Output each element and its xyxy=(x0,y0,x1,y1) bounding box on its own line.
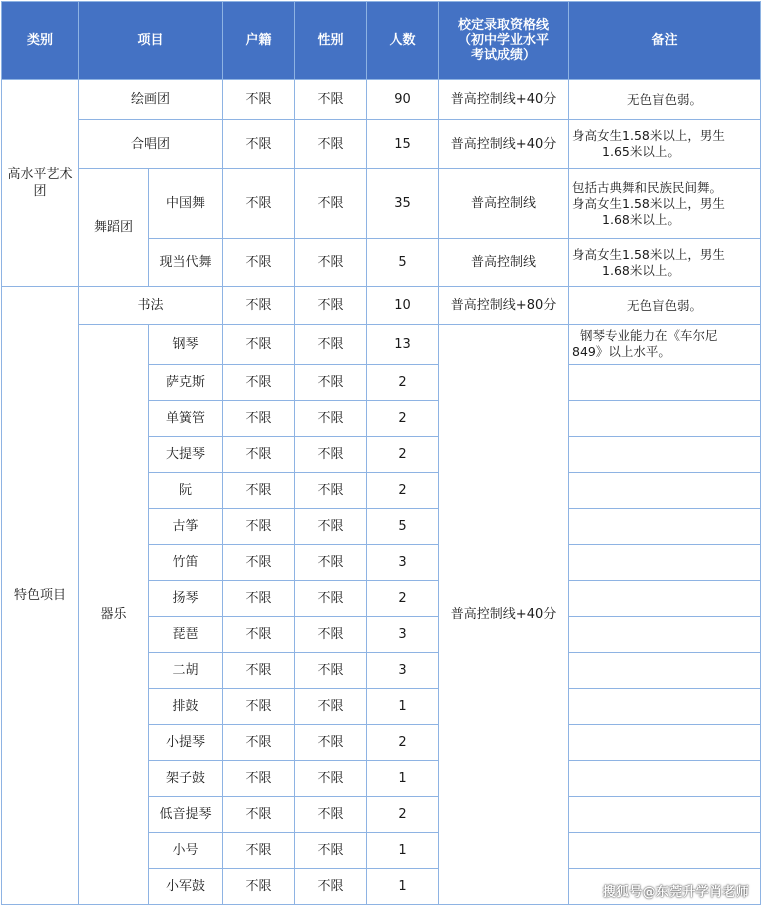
gender-cell: 不限 xyxy=(295,653,367,689)
gender-cell: 不限 xyxy=(295,761,367,797)
note-cell-empty xyxy=(569,689,761,725)
note-line: 身高女生1.58米以上，男生 xyxy=(572,195,725,211)
hukou-cell: 不限 xyxy=(223,287,295,325)
header-score-line-2: （初中学业水平 xyxy=(458,33,550,48)
gender-cell: 不限 xyxy=(295,401,367,437)
hukou-cell: 不限 xyxy=(223,473,295,509)
note-cell-empty xyxy=(569,509,761,545)
item-name: 钢琴 xyxy=(149,325,223,365)
note-line: 1.65米以上。 xyxy=(602,144,680,159)
table-row-painting xyxy=(2,80,761,120)
header-count: 人数 xyxy=(367,2,439,80)
note-line: 身高女生1.58米以上，男生 xyxy=(572,128,725,143)
item-name: 现当代舞 xyxy=(149,239,223,287)
hukou-cell: 不限 xyxy=(223,509,295,545)
count-cell: 2 xyxy=(367,581,439,617)
note-line: 身高女生1.58米以上，男生 xyxy=(572,246,725,262)
item-name: 合唱团 xyxy=(79,120,223,169)
gender-cell: 不限 xyxy=(295,120,367,169)
hukou-cell: 不限 xyxy=(223,437,295,473)
count-cell: 1 xyxy=(367,689,439,725)
note-cell: 无色盲色弱。 xyxy=(569,80,761,120)
count-cell: 5 xyxy=(367,239,439,287)
note-cell-empty xyxy=(569,401,761,437)
count-cell: 10 xyxy=(367,287,439,325)
hukou-cell: 不限 xyxy=(223,80,295,120)
count-cell: 3 xyxy=(367,653,439,689)
header-category: 类别 xyxy=(2,2,79,80)
note-cell xyxy=(569,120,761,169)
note-cell-empty xyxy=(569,833,761,869)
gender-cell: 不限 xyxy=(295,581,367,617)
header-score-line xyxy=(439,2,569,80)
header-row xyxy=(2,2,761,80)
count-cell: 3 xyxy=(367,545,439,581)
admission-table xyxy=(1,1,761,905)
count-cell: 1 xyxy=(367,761,439,797)
hukou-cell: 不限 xyxy=(223,120,295,169)
note-cell-empty xyxy=(569,797,761,833)
item-dance-troupe: 舞蹈团 xyxy=(79,169,149,287)
header-score-line-1: 校定录取资格线 xyxy=(458,18,550,33)
score-line-cell: 普高控制线 xyxy=(439,239,569,287)
item-name: 绘画团 xyxy=(79,80,223,120)
note-cell-empty xyxy=(569,581,761,617)
count-cell: 90 xyxy=(367,80,439,120)
hukou-cell: 不限 xyxy=(223,545,295,581)
score-line-cell: 普高控制线 xyxy=(439,169,569,239)
count-cell: 2 xyxy=(367,401,439,437)
note-cell-empty xyxy=(569,617,761,653)
gender-cell: 不限 xyxy=(295,169,367,239)
item-name: 中国舞 xyxy=(149,169,223,239)
header-notes: 备注 xyxy=(569,2,761,80)
note-cell: 无色盲色弱。 xyxy=(569,287,761,325)
category-art: 高水平艺术团 xyxy=(2,80,79,287)
count-cell: 1 xyxy=(367,869,439,905)
header-hukou: 户籍 xyxy=(223,2,295,80)
item-name: 阮 xyxy=(149,473,223,509)
item-name: 琵琶 xyxy=(149,617,223,653)
note-cell-empty xyxy=(569,473,761,509)
note-cell-empty xyxy=(569,653,761,689)
table-row-calligraphy xyxy=(2,287,761,325)
hukou-cell: 不限 xyxy=(223,761,295,797)
item-name: 萨克斯 xyxy=(149,365,223,401)
item-name: 小提琴 xyxy=(149,725,223,761)
gender-cell: 不限 xyxy=(295,869,367,905)
gender-cell: 不限 xyxy=(295,797,367,833)
count-cell: 2 xyxy=(367,725,439,761)
gender-cell: 不限 xyxy=(295,80,367,120)
item-name: 竹笛 xyxy=(149,545,223,581)
item-name: 古筝 xyxy=(149,509,223,545)
item-name: 低音提琴 xyxy=(149,797,223,833)
item-name: 架子鼓 xyxy=(149,761,223,797)
hukou-cell: 不限 xyxy=(223,365,295,401)
hukou-cell: 不限 xyxy=(223,725,295,761)
item-instrument-group: 器乐 xyxy=(79,325,149,905)
gender-cell: 不限 xyxy=(295,437,367,473)
note-cell-empty xyxy=(569,725,761,761)
gender-cell: 不限 xyxy=(295,365,367,401)
item-name: 书法 xyxy=(79,287,223,325)
note-line: 钢琴专业能力在《车尔尼 xyxy=(580,328,718,343)
count-cell: 2 xyxy=(367,365,439,401)
count-cell: 35 xyxy=(367,169,439,239)
count-cell: 13 xyxy=(367,325,439,365)
item-name: 小军鼓 xyxy=(149,869,223,905)
hukou-cell: 不限 xyxy=(223,581,295,617)
gender-cell: 不限 xyxy=(295,287,367,325)
note-cell-piano xyxy=(569,325,761,365)
note-cell xyxy=(569,169,761,239)
note-cell-empty xyxy=(569,437,761,473)
gender-cell: 不限 xyxy=(295,545,367,581)
count-cell: 1 xyxy=(367,833,439,869)
item-name: 大提琴 xyxy=(149,437,223,473)
count-cell: 5 xyxy=(367,509,439,545)
gender-cell: 不限 xyxy=(295,473,367,509)
note-line: 1.68米以上。 xyxy=(602,211,680,227)
gender-cell: 不限 xyxy=(295,509,367,545)
gender-cell: 不限 xyxy=(295,725,367,761)
header-gender: 性别 xyxy=(295,2,367,80)
note-cell-empty xyxy=(569,761,761,797)
score-line-cell: 普高控制线+40分 xyxy=(439,80,569,120)
hukou-cell: 不限 xyxy=(223,169,295,239)
gender-cell: 不限 xyxy=(295,239,367,287)
item-name: 扬琴 xyxy=(149,581,223,617)
watermark-text: 搜狐号@东莞升学肖老师 xyxy=(602,885,749,900)
hukou-cell: 不限 xyxy=(223,833,295,869)
hukou-cell: 不限 xyxy=(223,617,295,653)
note-line: 1.68米以上。 xyxy=(602,262,680,278)
item-name: 二胡 xyxy=(149,653,223,689)
gender-cell: 不限 xyxy=(295,617,367,653)
score-line-cell: 普高控制线+80分 xyxy=(439,287,569,325)
item-name: 小号 xyxy=(149,833,223,869)
table-row-instrument xyxy=(2,325,761,365)
note-cell-empty xyxy=(569,365,761,401)
gender-cell: 不限 xyxy=(295,689,367,725)
item-name: 单簧管 xyxy=(149,401,223,437)
header-score-line-3: 考试成绩） xyxy=(471,48,537,63)
note-cell xyxy=(569,239,761,287)
count-cell: 2 xyxy=(367,473,439,509)
instrument-score-line: 普高控制线+40分 xyxy=(439,325,569,905)
hukou-cell: 不限 xyxy=(223,689,295,725)
header-item: 项目 xyxy=(79,2,223,80)
count-cell: 15 xyxy=(367,120,439,169)
item-name: 排鼓 xyxy=(149,689,223,725)
count-cell: 2 xyxy=(367,437,439,473)
hukou-cell: 不限 xyxy=(223,401,295,437)
note-line: 849》以上水平。 xyxy=(572,344,671,359)
hukou-cell: 不限 xyxy=(223,653,295,689)
hukou-cell: 不限 xyxy=(223,797,295,833)
table-row-choir xyxy=(2,120,761,169)
gender-cell: 不限 xyxy=(295,833,367,869)
hukou-cell: 不限 xyxy=(223,325,295,365)
count-cell: 2 xyxy=(367,797,439,833)
note-line: 包括古典舞和民族民间舞。 xyxy=(572,179,723,195)
hukou-cell: 不限 xyxy=(223,239,295,287)
count-cell: 3 xyxy=(367,617,439,653)
score-line-cell: 普高控制线+40分 xyxy=(439,120,569,169)
table-row-chinese-dance xyxy=(2,169,761,239)
hukou-cell: 不限 xyxy=(223,869,295,905)
note-cell-empty xyxy=(569,545,761,581)
gender-cell: 不限 xyxy=(295,325,367,365)
category-special: 特色项目 xyxy=(2,287,79,905)
